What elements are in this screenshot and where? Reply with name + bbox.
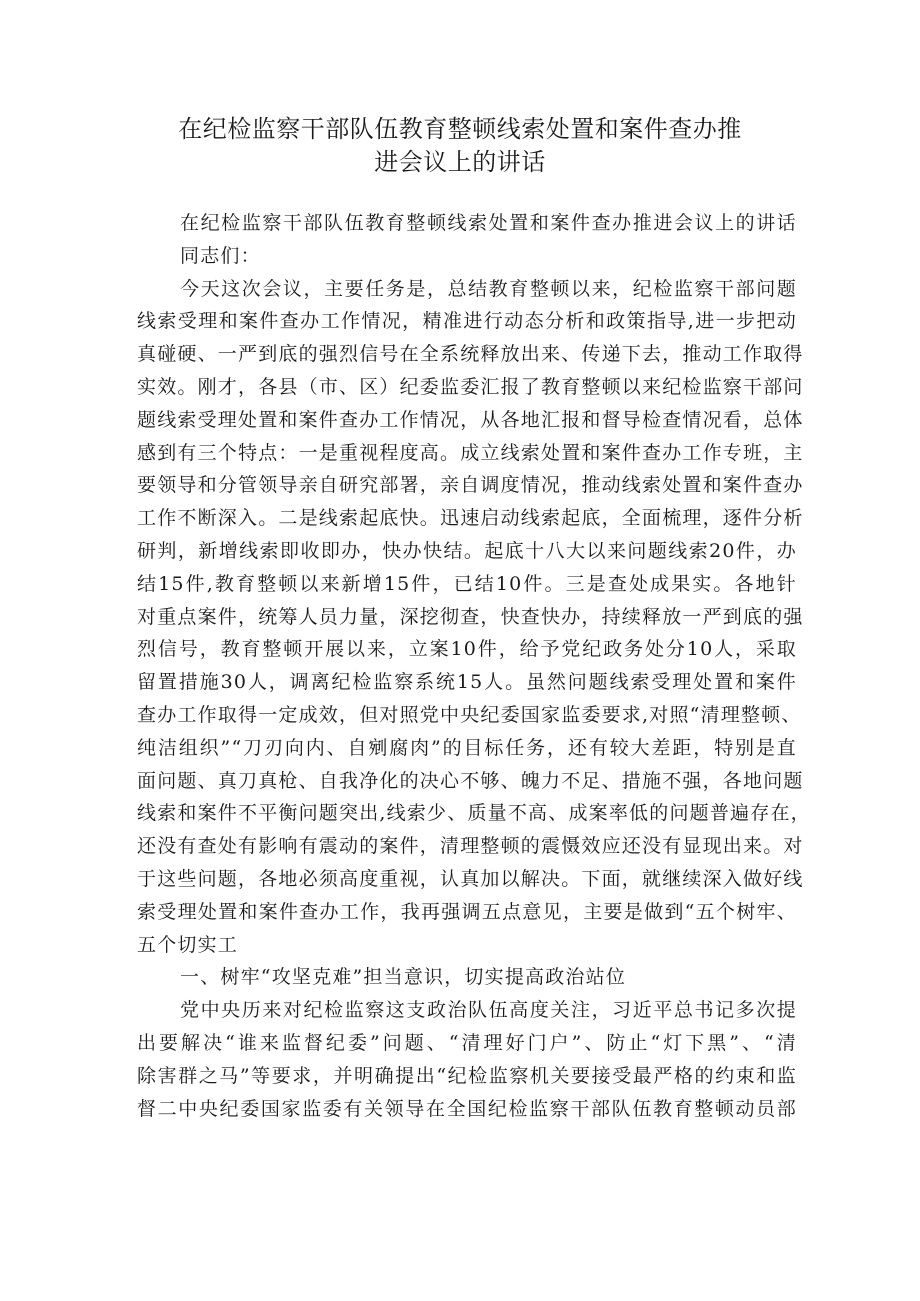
body-line: 纯洁组织”“刀刃向内、自剜腐肉”的目标任务，还有较大差距，特别是直: [137, 736, 797, 759]
body-line: 查办工作取得一定成效，但对照党中央纪委国家监委要求,对照“清理整顿、: [137, 703, 802, 726]
body-line: 线索和案件不平衡问题突出,线索少、质量不高、成案率低的问题普遍存在，: [137, 802, 811, 825]
body-line: 出要解决“谁来监督纪委”问题、“清理好门户”、防止“灯下黑”、“清: [137, 1031, 797, 1054]
body-line: 同志们：: [180, 244, 261, 267]
body-line: 研判，新增线索即收即办，快办快结。起底十八大以来问题线索20件，办: [137, 539, 797, 562]
body-line: 还没有查处有影响有震动的案件，清理整顿的震慑效应还没有显现出来。对: [137, 835, 804, 858]
body-line: 督二中央纪委国家监委有关领导在全国纪检监察干部队伍教育整顿动员部: [137, 1097, 797, 1120]
body-line: 对重点案件，统筹人员力量，深挖彻查，快查快办，持续释放一严到底的强: [137, 605, 804, 628]
body-line: 留置措施30人，调离纪检监察系统15人。虽然问题线索受理处置和案件: [137, 671, 797, 694]
body-line: 索受理处置和案件查办工作，我再强调五点意见，主要是做到“五个树牢、: [137, 900, 797, 923]
document-title-line-1: 在纪检监察干部队伍教育整顿线索处置和案件查办推: [178, 115, 742, 143]
body-line: 真碰硬、一严到底的强烈信号在全系统释放出来、传递下去，推动工作取得: [137, 343, 804, 366]
body-line: 面问题、真刀真枪、自我净化的决心不够、魄力不足、措施不强，各地问题: [137, 769, 804, 792]
body-line: 感到有三个特点：一是重视程度高。成立线索处置和案件查办工作专班，主: [137, 441, 804, 464]
body-line: 要领导和分管领导亲自研究部署，亲自调度情况，推动线索处置和案件查办: [137, 474, 804, 497]
body-line: 五个切实工: [137, 933, 239, 956]
document-title-line-2: 进会议上的讲话: [374, 148, 546, 176]
document-body: [137, 207, 811, 1125]
body-line: 线索受理和案件查办工作情况，精准进行动态分析和政策指导,进一步把动: [137, 310, 797, 333]
body-line: 一、树牢“攻坚克难”担当意识，切实提高政治站位: [180, 966, 627, 989]
body-line: 于这些问题，各地必须高度重视，认真加以解决。下面，就继续深入做好线: [137, 867, 804, 890]
body-line: 今天这次会议，主要任务是，总结教育整顿以来，纪检监察干部问题: [180, 277, 797, 300]
body-line: 实效。刚才，各县（市、区）纪委监委汇报了教育整顿以来纪检监察干部问: [137, 375, 804, 398]
body-line: 党中央历来对纪检监察这支政治队伍高度关注，习近平总书记多次提: [180, 999, 797, 1022]
body-line: 结15件,教育整顿以来新增15件，已结10件。三是查处成果实。各地针: [137, 572, 797, 595]
body-line: 工作不断深入。二是线索起底快。迅速启动线索起底，全面梳理，逐件分析: [137, 507, 804, 530]
body-line: 题线索受理处置和案件查办工作情况，从各地汇报和督导检查情况看，总体: [137, 408, 804, 431]
body-line: 烈信号，教育整顿开展以来，立案10件，给予党纪政务处分10人，采取: [137, 638, 797, 661]
body-line: 在纪检监察干部队伍教育整顿线索处置和案件查办推进会议上的讲话: [180, 212, 797, 234]
body-line: 除害群之马”等要求，并明确提出“纪检监察机关要接受最严格的约束和监: [137, 1064, 797, 1087]
